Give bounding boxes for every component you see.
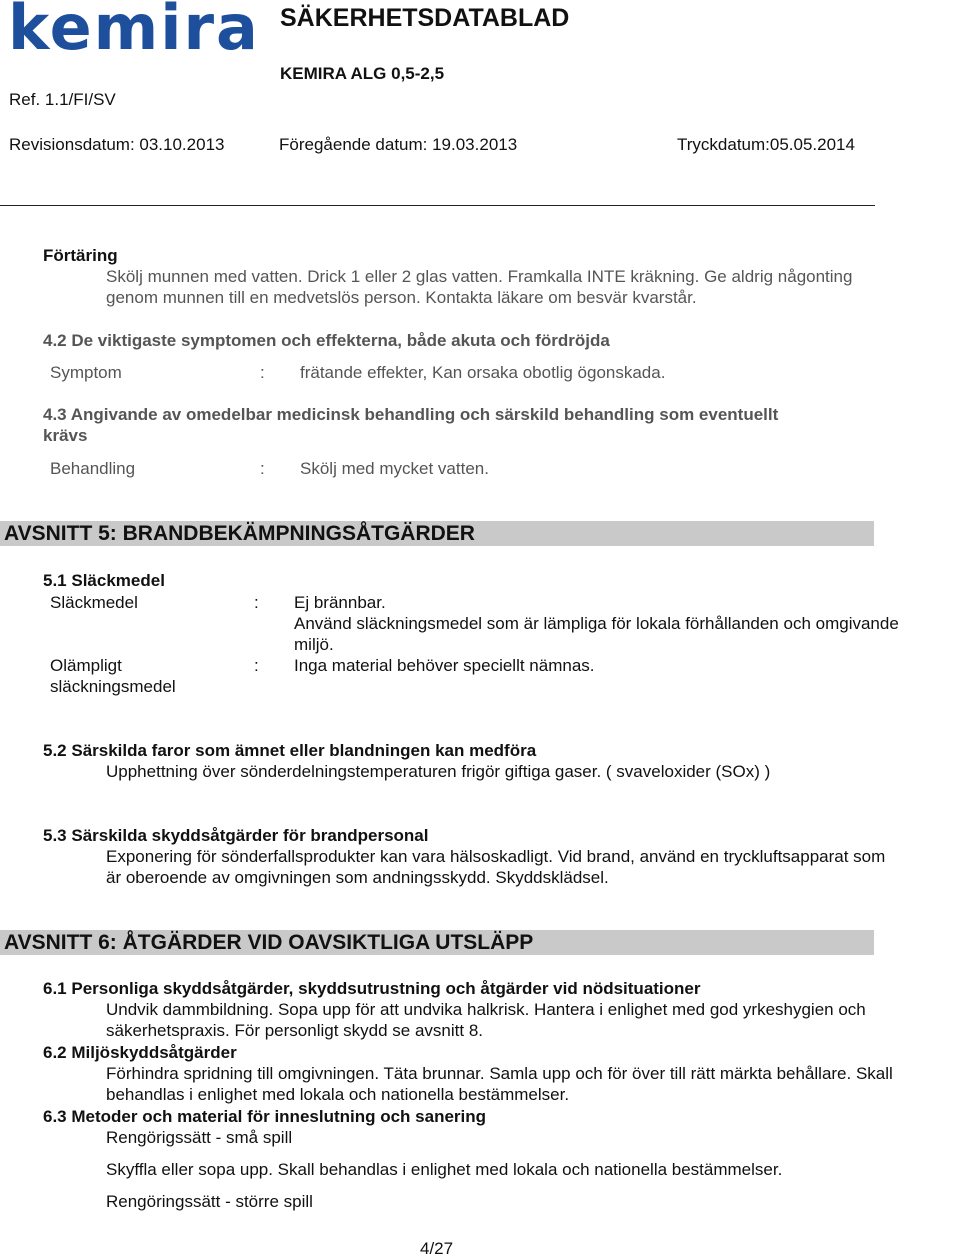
company-logo: kemira <box>8 0 260 64</box>
section-5-title: AVSNITT 5: BRANDBEKÄMPNINGSÅTGÄRDER <box>4 522 475 545</box>
small-spill-text: Skyffla eller sopa upp. Skall behandlas i enlighet med lokala och nationella bestämmelser. <box>106 1160 783 1179</box>
subsection-5-3-text-line1: Exponering för sönderfallsprodukter kan vara hälsoskadligt. Vid brand, använd en tryckluftsapparat som <box>106 847 886 866</box>
large-spill-label: Rengöringssätt - större spill <box>106 1192 313 1211</box>
subsection-6-3-heading: 6.3 Metoder och material för inneslutning och sanering <box>43 1107 487 1126</box>
subsection-6-1-text-line1: Undvik dammbildning. Sopa upp för att undvika halkrisk. Hantera i enlighet med god yrkeshygien och <box>106 1000 866 1019</box>
section-6-title: AVSNITT 6: ÅTGÄRDER VID OAVSIKTLIGA UTSLÄPP <box>4 931 534 954</box>
extinguishing-media-value1: Ej brännbar. <box>294 593 386 612</box>
ingestion-text-line2: genom munnen till en medvetslös person. Kontakta läkare om besvär kvarstår. <box>106 288 697 307</box>
symptom-label: Symptom <box>50 363 122 382</box>
previous-date: Föregående datum: 19.03.2013 <box>279 135 518 154</box>
product-name: KEMIRA ALG 0,5-2,5 <box>280 64 445 83</box>
subsection-5-1-heading: 5.1 Släckmedel <box>43 571 165 590</box>
treatment-colon: : <box>260 459 265 478</box>
page-number: 4/27 <box>420 1239 454 1258</box>
revision-date: Revisionsdatum: 03.10.2013 <box>9 135 225 154</box>
ingestion-heading: Förtäring <box>43 246 118 265</box>
subsection-6-2-text-line2: behandlas i enlighet med lokala och nationella bestämmelser. <box>106 1085 570 1104</box>
symptom-colon: : <box>260 363 265 382</box>
subsection-5-2-text: Upphettning över sönderdelningstemperaturen frigör giftiga gaser. ( svaveloxider (SOx) ) <box>106 762 771 781</box>
unsuitable-media-label-line1: Olämpligt <box>50 656 122 675</box>
print-date: Tryckdatum:05.05.2014 <box>677 135 855 154</box>
document-title: SÄKERHETSDATABLAD <box>280 4 570 32</box>
ingestion-text-line1: Skölj munnen med vatten. Drick 1 eller 2 glas vatten. Framkalla INTE kräkning. Ge aldrig någonting <box>106 267 853 286</box>
unsuitable-media-colon: : <box>254 656 259 675</box>
section-6-bar <box>0 930 874 955</box>
treatment-label: Behandling <box>50 459 136 478</box>
subsection-4-3-heading-line1: 4.3 Angivande av omedelbar medicinsk behandling och särskild behandling som eventuellt <box>43 405 779 424</box>
section-5-bar <box>0 521 874 546</box>
extinguishing-media-colon: : <box>254 593 259 612</box>
treatment-value: Skölj med mycket vatten. <box>300 459 489 478</box>
extinguishing-media-value2: Använd släckningsmedel som är lämpliga för lokala förhållanden och omgivande <box>294 614 899 633</box>
subsection-4-2-heading: 4.2 De viktigaste symptomen och effekterna, både akuta och fördröjda <box>43 331 610 350</box>
subsection-5-3-text-line2: är oberoende av omgivningen som andningsskydd. Skyddsklädsel. <box>106 868 609 887</box>
subsection-6-2-text-line1: Förhindra spridning till omgivningen. Täta brunnar. Samla upp och för över till rätt märkta behållare. Skall <box>106 1064 893 1083</box>
symptom-value: frätande effekter, Kan orsaka obotlig ögonskada. <box>300 363 666 382</box>
small-spill-label: Rengörigssätt - små spill <box>106 1128 293 1147</box>
extinguishing-media-value3: miljö. <box>294 635 334 654</box>
subsection-5-2-heading: 5.2 Särskilda faror som ämnet eller blandningen kan medföra <box>43 741 537 760</box>
subsection-6-1-text-line2: säkerhetspraxis. För personligt skydd se avsnitt 8. <box>106 1021 483 1040</box>
subsection-6-1-heading: 6.1 Personliga skyddsåtgärder, skyddsutrustning och åtgärder vid nödsituationer <box>43 979 701 998</box>
header-divider <box>0 205 875 206</box>
extinguishing-media-label: Släckmedel <box>50 593 138 612</box>
reference-number: Ref. 1.1/FI/SV <box>9 90 116 109</box>
subsection-6-2-heading: 6.2 Miljöskyddsåtgärder <box>43 1043 237 1062</box>
unsuitable-media-value: Inga material behöver speciellt nämnas. <box>294 656 595 675</box>
subsection-5-3-heading: 5.3 Särskilda skyddsåtgärder för brandpersonal <box>43 826 429 845</box>
subsection-4-3-heading-line2: krävs <box>43 426 88 445</box>
unsuitable-media-label-line2: släckningsmedel <box>50 677 176 696</box>
